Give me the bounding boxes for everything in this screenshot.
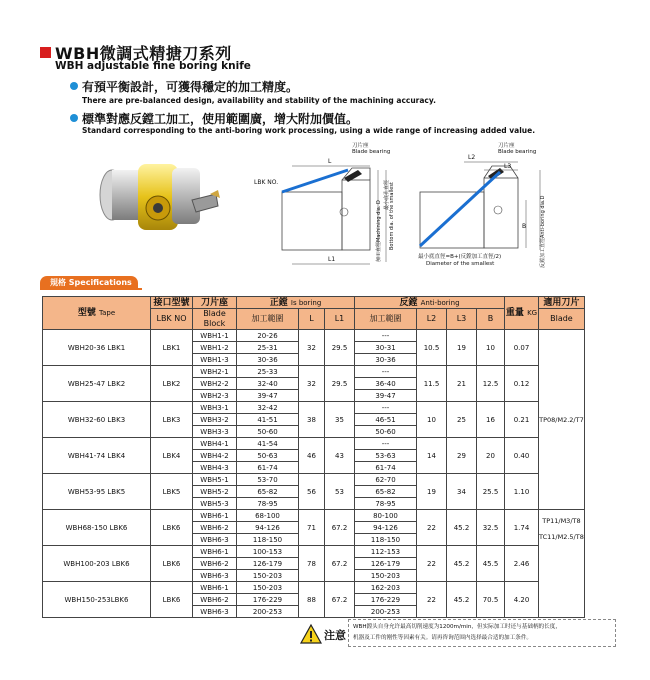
header-lbk-en: LBK NO bbox=[151, 309, 193, 330]
type-cell: WBH25-47 LBK2 bbox=[43, 366, 151, 402]
anti-range-cell: 150-203 bbox=[355, 570, 417, 582]
header-L1: L1 bbox=[325, 309, 355, 330]
range-cell: 50-60 bbox=[237, 426, 299, 438]
anti-range-cell: 126-179 bbox=[355, 558, 417, 570]
bullet-2-zh: 標準對應反鏜工加工，使用範圍廣，增大附加價值。 bbox=[82, 112, 359, 126]
L1-cell: 53 bbox=[325, 474, 355, 510]
blade-block-cell: WBH6-2 bbox=[193, 522, 237, 534]
anti-range-cell: --- bbox=[355, 330, 417, 342]
range-cell: 61-74 bbox=[237, 462, 299, 474]
header-anti-boring: 反鏜 Anti-boring bbox=[355, 297, 505, 309]
blade-cell: TP08/M2.2/T7 bbox=[539, 330, 585, 510]
anti-range-cell: 30-36 bbox=[355, 354, 417, 366]
B-cell: 32.5 bbox=[477, 510, 505, 546]
anti-range-cell: 39-47 bbox=[355, 390, 417, 402]
L1-cell: 35 bbox=[325, 402, 355, 438]
header-anti-range: 加工範圍 bbox=[355, 309, 417, 330]
header-lbk-zh: 接口型號 bbox=[151, 297, 193, 309]
L-cell: 32 bbox=[299, 330, 325, 366]
weight-cell: 0.21 bbox=[505, 402, 539, 438]
L3-cell: 25 bbox=[447, 402, 477, 438]
anti-range-cell: 176-229 bbox=[355, 594, 417, 606]
anti-range-cell: 30-31 bbox=[355, 342, 417, 354]
blade-bearing-zh: 刀片座 bbox=[352, 143, 369, 149]
blade-block-cell: WBH4-2 bbox=[193, 450, 237, 462]
anti-range-cell: 118-150 bbox=[355, 534, 417, 546]
table-row bbox=[43, 402, 585, 414]
type-cell: WBH150-253LBK6 bbox=[43, 582, 151, 618]
title-marker bbox=[40, 47, 51, 58]
type-cell: WBH32-60 LBK3 bbox=[43, 402, 151, 438]
range-cell: 50-63 bbox=[237, 450, 299, 462]
lbk-cell: LBK4 bbox=[151, 438, 193, 474]
range-cell: 32-42 bbox=[237, 402, 299, 414]
blade-block-cell: WBH1-3 bbox=[193, 354, 237, 366]
weight-cell: 1.74 bbox=[505, 510, 539, 546]
weight-cell: 4.20 bbox=[505, 582, 539, 618]
anti-range-cell: 80-100 bbox=[355, 510, 417, 522]
type-cell: WBH20-36 LBK1 bbox=[43, 330, 151, 366]
weight-cell: 1.10 bbox=[505, 474, 539, 510]
header-range: 加工範圍 bbox=[237, 309, 299, 330]
blade-bearing-en: Blade bearing bbox=[352, 149, 391, 155]
range-cell: 39-47 bbox=[237, 390, 299, 402]
L1-cell: 43 bbox=[325, 438, 355, 474]
anti-range-cell: 46-51 bbox=[355, 414, 417, 426]
L1-cell: 67.2 bbox=[325, 510, 355, 546]
L2-cell: 10 bbox=[417, 402, 447, 438]
blade-cell bbox=[539, 510, 585, 618]
blade-block-cell: WBH1-1 bbox=[193, 330, 237, 342]
blade-block-cell: WBH2-3 bbox=[193, 390, 237, 402]
L1-cell: 29.5 bbox=[325, 330, 355, 366]
bullet-dot-icon bbox=[70, 114, 78, 122]
lbk-cell: LBK6 bbox=[151, 546, 193, 582]
anti-range-cell: 61-74 bbox=[355, 462, 417, 474]
L3-cell: 34 bbox=[447, 474, 477, 510]
blade-block-cell: WBH6-3 bbox=[193, 606, 237, 618]
bottom-dia-zh: 最小底孔直徑 bbox=[384, 179, 390, 210]
blade-block-cell: WBH6-3 bbox=[193, 570, 237, 582]
range-cell: 100-153 bbox=[237, 546, 299, 558]
anti-range-cell: --- bbox=[355, 366, 417, 378]
anti-range-cell: 65-82 bbox=[355, 486, 417, 498]
L2-cell: 11.5 bbox=[417, 366, 447, 402]
header-blade-en: Blade bbox=[539, 309, 585, 330]
B-cell: 20 bbox=[477, 438, 505, 474]
page-title: WBH微調式精搪刀系列 bbox=[55, 44, 232, 63]
lbk-cell: LBK1 bbox=[151, 330, 193, 366]
type-cell: WBH68-150 LBK6 bbox=[43, 510, 151, 546]
notice-line-2: 机器及工件的刚性等因素有关。请再咨询范围内选择最合适的加工条件。 bbox=[353, 635, 533, 641]
type-cell: WBH41-74 LBK4 bbox=[43, 438, 151, 474]
blade-block-cell: WBH5-3 bbox=[193, 498, 237, 510]
range-cell: 20-26 bbox=[237, 330, 299, 342]
dim-L: L bbox=[328, 158, 332, 165]
range-cell: 41-51 bbox=[237, 414, 299, 426]
fine-boring-drawing bbox=[232, 140, 395, 270]
bullet-2-en: Standard corresponding to the anti-boring work processing, using a wide range of increasing added value. bbox=[82, 126, 536, 135]
bullet-1-zh: 有預平衡設計，可獲得穩定的加工精度。 bbox=[82, 80, 299, 94]
blade-block-cell: WBH2-1 bbox=[193, 366, 237, 378]
range-cell: 118-150 bbox=[237, 534, 299, 546]
L2-cell: 22 bbox=[417, 546, 447, 582]
header-L2: L2 bbox=[417, 309, 447, 330]
L1-cell: 29.5 bbox=[325, 366, 355, 402]
warning-icon bbox=[300, 624, 322, 644]
table-row bbox=[43, 366, 585, 378]
header-block-zh: 刀片座 bbox=[193, 297, 237, 309]
weight-cell: 0.12 bbox=[505, 366, 539, 402]
L-cell: 56 bbox=[299, 474, 325, 510]
range-cell: 176-229 bbox=[237, 594, 299, 606]
anti-range-cell: 112-153 bbox=[355, 546, 417, 558]
header-L3: L3 bbox=[447, 309, 477, 330]
anti-range-cell: 53-63 bbox=[355, 450, 417, 462]
B-cell: 70.5 bbox=[477, 582, 505, 618]
L-cell: 88 bbox=[299, 582, 325, 618]
range-cell: 150-203 bbox=[237, 582, 299, 594]
L-cell: 46 bbox=[299, 438, 325, 474]
blade-block-cell: WBH6-1 bbox=[193, 546, 237, 558]
range-cell: 65-82 bbox=[237, 486, 299, 498]
L3-cell: 45.2 bbox=[447, 582, 477, 618]
blade-bearing-zh-right: 刀片座 bbox=[498, 143, 515, 149]
bullet-2 bbox=[70, 110, 358, 127]
table-row bbox=[43, 438, 585, 450]
anti-range-cell: 94-126 bbox=[355, 522, 417, 534]
lbk-cell: LBK5 bbox=[151, 474, 193, 510]
dim-L1: L1 bbox=[328, 256, 336, 263]
L3-cell: 45.2 bbox=[447, 546, 477, 582]
L-cell: 32 bbox=[299, 366, 325, 402]
L-cell: 38 bbox=[299, 402, 325, 438]
B-cell: 16 bbox=[477, 402, 505, 438]
weight-cell: 0.40 bbox=[505, 438, 539, 474]
B-cell: 10 bbox=[477, 330, 505, 366]
lbk-cell: LBK3 bbox=[151, 402, 193, 438]
dim-L3: L3 bbox=[504, 163, 512, 170]
L3-cell: 21 bbox=[447, 366, 477, 402]
vertical-anti-boring-dia: 反鏜加工直徑Anti-boring dia.D bbox=[540, 195, 546, 268]
notice-label: 注意 bbox=[324, 629, 346, 642]
anti-range-cell: 200-253 bbox=[355, 606, 417, 618]
L2-cell: 19 bbox=[417, 474, 447, 510]
L2-cell: 22 bbox=[417, 510, 447, 546]
range-cell: 30-36 bbox=[237, 354, 299, 366]
specifications-table bbox=[42, 296, 585, 618]
boring-head-photo bbox=[92, 150, 222, 250]
lbk-cell: LBK6 bbox=[151, 582, 193, 618]
notice-line-1: WBH鏜头自身允许最高切削速度为1200m/min，但实际加工时还与基础柄的长度， bbox=[353, 624, 561, 630]
bottom-dia-en: Bottom dia. of the smallest bbox=[389, 182, 395, 250]
header-type: 型號 Tape bbox=[43, 297, 151, 330]
range-cell: 25-31 bbox=[237, 342, 299, 354]
blade-block-cell: WBH6-1 bbox=[193, 510, 237, 522]
range-cell: 94-126 bbox=[237, 522, 299, 534]
range-cell: 150-203 bbox=[237, 570, 299, 582]
table-row bbox=[43, 474, 585, 486]
B-cell: 12.5 bbox=[477, 366, 505, 402]
anti-range-cell: 78-95 bbox=[355, 498, 417, 510]
L2-cell: 22 bbox=[417, 582, 447, 618]
dim-B: B bbox=[522, 223, 527, 230]
blade-block-cell: WBH4-3 bbox=[193, 462, 237, 474]
bullet-1 bbox=[70, 78, 298, 95]
blade-block-cell: WBH3-2 bbox=[193, 414, 237, 426]
blade-cell-c: TC11/M2.5/T8 bbox=[539, 533, 584, 541]
blade-block-cell: WBH6-3 bbox=[193, 534, 237, 546]
weight-cell: 0.07 bbox=[505, 330, 539, 366]
blade-block-cell: WBH1-2 bbox=[193, 342, 237, 354]
weight-cell: 2.46 bbox=[505, 546, 539, 582]
blade-block-cell: WBH5-1 bbox=[193, 474, 237, 486]
header-L: L bbox=[299, 309, 325, 330]
anti-range-cell: 162-203 bbox=[355, 582, 417, 594]
range-cell: 78-95 bbox=[237, 498, 299, 510]
blade-block-cell: WBH5-2 bbox=[193, 486, 237, 498]
specifications-tab: 規格 Specifications bbox=[40, 276, 138, 289]
blade-block-cell: WBH3-3 bbox=[193, 426, 237, 438]
blade-cell-b: TP11/M3/T8 bbox=[542, 517, 581, 525]
page-subtitle: WBH adjustable fine boring knife bbox=[55, 60, 251, 72]
blade-block-cell: WBH3-1 bbox=[193, 402, 237, 414]
dim-L2: L2 bbox=[468, 154, 476, 161]
L3-cell: 45.2 bbox=[447, 510, 477, 546]
header-is-boring: 正鏜 Is boring bbox=[237, 297, 355, 309]
header-B: B bbox=[477, 309, 505, 330]
range-cell: 32-40 bbox=[237, 378, 299, 390]
L2-cell: 10.5 bbox=[417, 330, 447, 366]
blade-block-cell: WBH6-2 bbox=[193, 594, 237, 606]
B-cell: 25.5 bbox=[477, 474, 505, 510]
anti-range-cell: 36-40 bbox=[355, 378, 417, 390]
blade-block-cell: WBH6-2 bbox=[193, 558, 237, 570]
range-cell: 126-179 bbox=[237, 558, 299, 570]
type-cell: WBH53-95 LBK5 bbox=[43, 474, 151, 510]
L3-cell: 29 bbox=[447, 438, 477, 474]
range-cell: 41-54 bbox=[237, 438, 299, 450]
header-blade-zh: 適用刀片 bbox=[539, 297, 585, 309]
anti-range-cell: 50-60 bbox=[355, 426, 417, 438]
L2-cell: 14 bbox=[417, 438, 447, 474]
anti-range-cell: --- bbox=[355, 438, 417, 450]
notice-box bbox=[348, 619, 616, 647]
anti-boring-drawing bbox=[400, 140, 580, 280]
blade-block-cell: WBH6-1 bbox=[193, 582, 237, 594]
table-row bbox=[43, 330, 585, 342]
blade-block-cell: WBH2-2 bbox=[193, 378, 237, 390]
range-cell: 25-33 bbox=[237, 366, 299, 378]
header-block-en: Blade Block bbox=[193, 309, 237, 330]
type-cell: WBH100-203 LBK6 bbox=[43, 546, 151, 582]
anti-range-cell: --- bbox=[355, 402, 417, 414]
range-cell: 200-253 bbox=[237, 606, 299, 618]
L-cell: 78 bbox=[299, 546, 325, 582]
table-row bbox=[43, 546, 585, 558]
lbk-cell: LBK2 bbox=[151, 366, 193, 402]
B-cell: 45.5 bbox=[477, 546, 505, 582]
table-row bbox=[43, 582, 585, 594]
smallest-dia-en: Diameter of the smallest bbox=[426, 261, 495, 267]
L-cell: 71 bbox=[299, 510, 325, 546]
lbk-no-label: LBK NO. bbox=[254, 179, 279, 186]
bullet-dot-icon bbox=[70, 82, 78, 90]
L3-cell: 19 bbox=[447, 330, 477, 366]
L1-cell: 67.2 bbox=[325, 546, 355, 582]
blade-block-cell: WBH4-1 bbox=[193, 438, 237, 450]
bullet-1-en: There are pre-balanced design, availability and stability of the machining accuracy. bbox=[82, 96, 436, 105]
vertical-machining-dia: 加工直徑Machining dia. D bbox=[376, 200, 382, 262]
range-cell: 53-70 bbox=[237, 474, 299, 486]
smallest-dia-zh: 最小底直徑=B+(反鏜加工直徑/2) bbox=[418, 254, 502, 260]
range-cell: 68-100 bbox=[237, 510, 299, 522]
L1-cell: 67.2 bbox=[325, 582, 355, 618]
header-weight: 重量 KG bbox=[505, 297, 539, 330]
lbk-cell: LBK6 bbox=[151, 510, 193, 546]
blade-bearing-en-right: Blade bearing bbox=[498, 149, 537, 155]
spec-divider bbox=[40, 288, 142, 290]
table-row bbox=[43, 510, 585, 522]
anti-range-cell: 62-70 bbox=[355, 474, 417, 486]
